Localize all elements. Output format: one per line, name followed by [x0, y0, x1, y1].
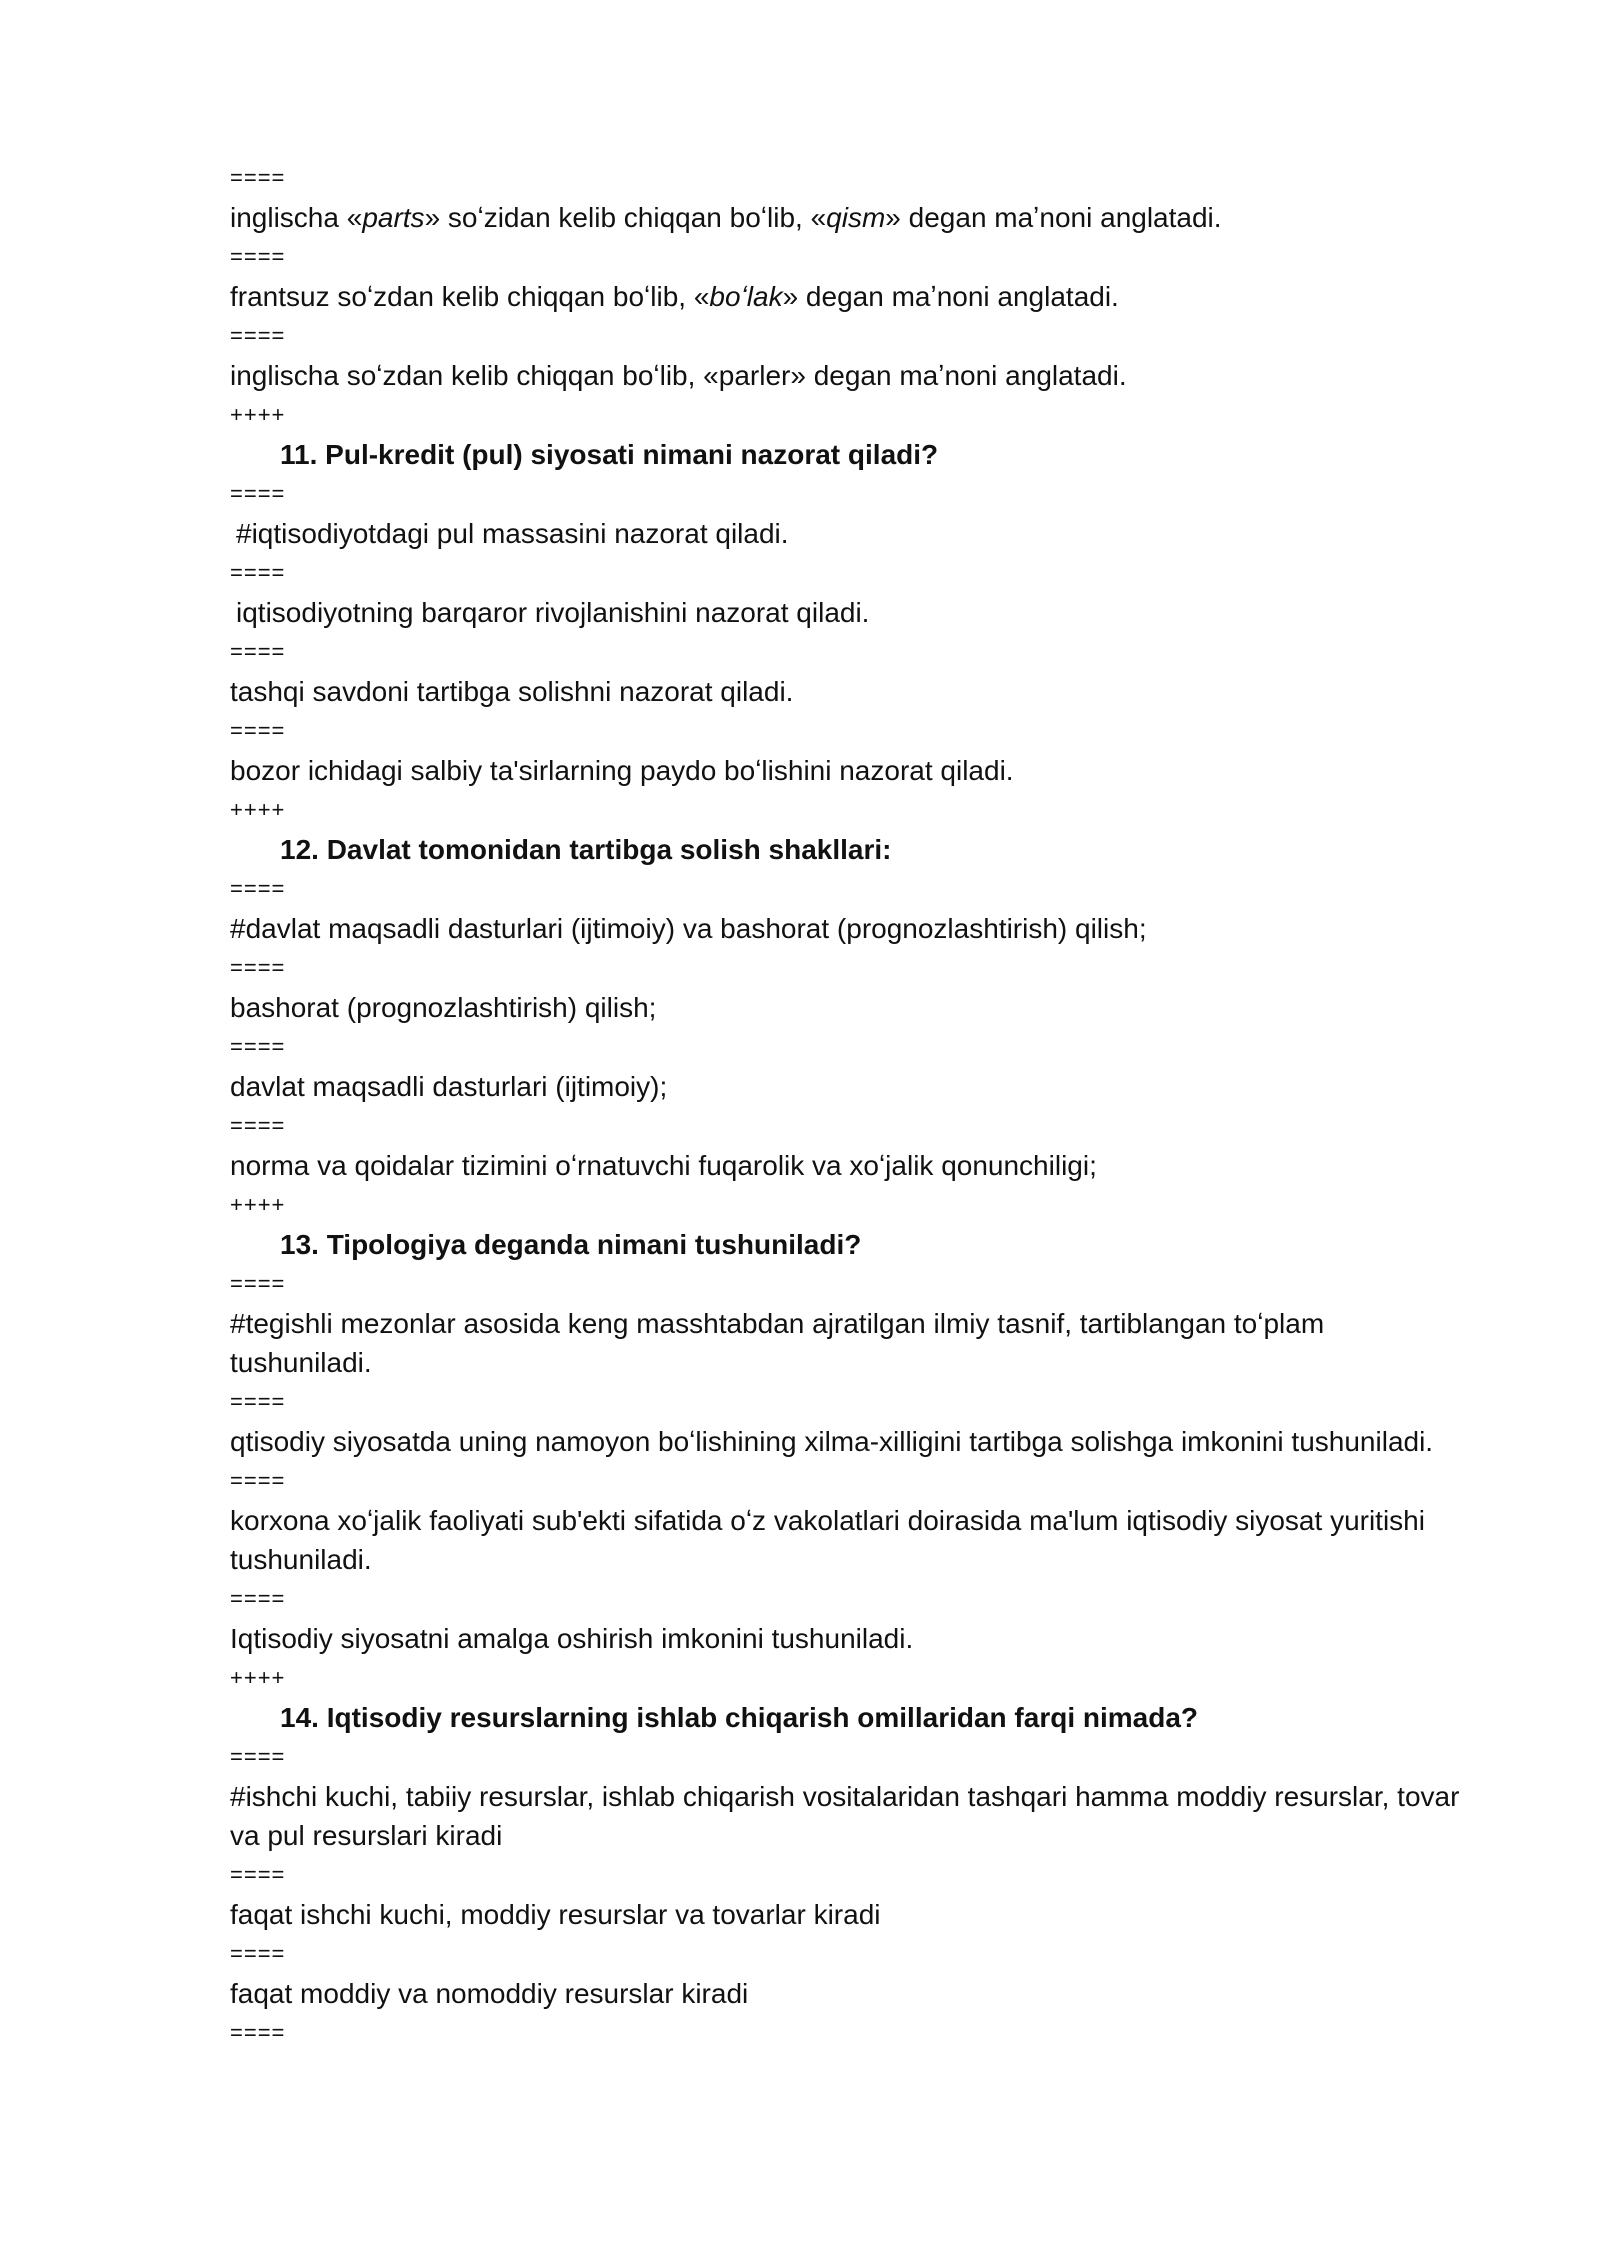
answer-separator: ==== [230, 1113, 286, 1138]
answer-separator: ==== [230, 1468, 286, 1493]
answer-option: inglischa soʻzdan kelib chiqqan boʻlib, «parler» degan maʼnoni anglatadi. [230, 360, 1127, 391]
italic-term: boʻlak [709, 281, 783, 312]
question-heading: 12. Davlat tomonidan tartibga solish shakllari: [280, 834, 892, 865]
answer-text-part: » degan maʼnoni anglatadi. [782, 281, 1119, 312]
answer-option: faqat moddiy va nomoddiy resurslar kiradi [230, 1978, 749, 2009]
answer-separator: ==== [230, 639, 286, 664]
answer-text-part: » soʻzidan kelib chiqqan boʻlib, « [424, 202, 827, 233]
document-body [230, 158, 1470, 2053]
answer-separator: ==== [230, 876, 286, 901]
italic-term: qism [826, 202, 886, 233]
answer-separator: ==== [230, 1862, 286, 1887]
answer-text-part: » degan maʼnoni anglatadi. [885, 202, 1222, 233]
answer-separator: ==== [230, 323, 286, 348]
answer-option: iqtisodiyotning barqaror rivojlanishini nazorat qiladi. [236, 597, 870, 628]
answer-separator: ==== [230, 1586, 286, 1611]
answer-text-part: frantsuz soʻzdan kelib chiqqan boʻlib, « [230, 281, 710, 312]
answer-separator: ==== [230, 718, 286, 743]
answer-separator: ==== [230, 2020, 286, 2045]
answer-separator: ==== [230, 955, 286, 980]
answer-option: korxona xoʻjalik faoliyati sub'ekti sifatida oʻz vakolatlari doirasida ma'lum iqtisodiy siyosat yuritishi tushuniladi. [230, 1505, 1425, 1575]
answer-option: faqat ishchi kuchi, moddiy resurslar va tovarlar kiradi [230, 1899, 881, 1930]
question-separator: ++++ [230, 797, 286, 822]
answer-separator: ==== [230, 560, 286, 585]
answer-option [230, 277, 1470, 316]
answer-option: qtisodiy siyosatda uning namoyon boʻlishining xilma-xilligini tartibga solishga imkonini tushuniladi. [230, 1426, 1434, 1457]
answer-option: #davlat maqsadli dasturlari (ijtimoiy) va bashorat (prognozlashtirish) qilish; [230, 913, 1147, 944]
answer-separator: ==== [230, 165, 286, 190]
question-separator: ++++ [230, 1665, 286, 1690]
italic-term: parts [362, 202, 425, 233]
answer-option: norma va qoidalar tizimini oʻrnatuvchi fuqarolik va xoʻjalik qonunchiligi; [230, 1150, 1097, 1181]
answer-separator: ==== [230, 244, 286, 269]
answer-option [230, 198, 1470, 237]
answer-separator: ==== [230, 1271, 286, 1296]
question-separator: ++++ [230, 1192, 286, 1217]
answer-text-part: inglischa « [230, 202, 363, 233]
question-heading: 13. Tipologiya deganda nimani tushuniladi? [280, 1229, 862, 1260]
answer-option: #ishchi kuchi, tabiiy resurslar, ishlab chiqarish vositalaridan tashqari hamma moddiy resurslar, tovar va pul resurslari kiradi [230, 1781, 1460, 1851]
answer-option: tashqi savdoni tartibga solishni nazorat qiladi. [230, 676, 794, 707]
answer-separator: ==== [230, 1941, 286, 1966]
answer-separator: ==== [230, 1744, 286, 1769]
answer-option: #tegishli mezonlar asosida keng masshtabdan ajratilgan ilmiy tasnif, tartiblangan toʻplam tushuniladi. [230, 1308, 1325, 1378]
answer-option: davlat maqsadli dasturlari (ijtimoiy); [230, 1071, 668, 1102]
answer-option: bozor ichidagi salbiy ta'sirlarning paydo boʻlishini nazorat qiladi. [230, 755, 1014, 786]
answer-separator: ==== [230, 1034, 286, 1059]
question-heading: 14. Iqtisodiy resurslarning ishlab chiqarish omillaridan farqi nimada? [280, 1702, 1199, 1733]
answer-option: bashorat (prognozlashtirish) qilish; [230, 992, 657, 1023]
question-heading: 11. Pul-kredit (pul) siyosati nimani nazorat qiladi? [280, 439, 939, 470]
answer-separator: ==== [230, 1389, 286, 1414]
answer-option: #iqtisodiyotdagi pul massasini nazorat qiladi. [236, 518, 789, 549]
answer-separator: ==== [230, 481, 286, 506]
question-separator: ++++ [230, 402, 286, 427]
answer-option: Iqtisodiy siyosatni amalga oshirish imkonini tushuniladi. [230, 1623, 914, 1654]
